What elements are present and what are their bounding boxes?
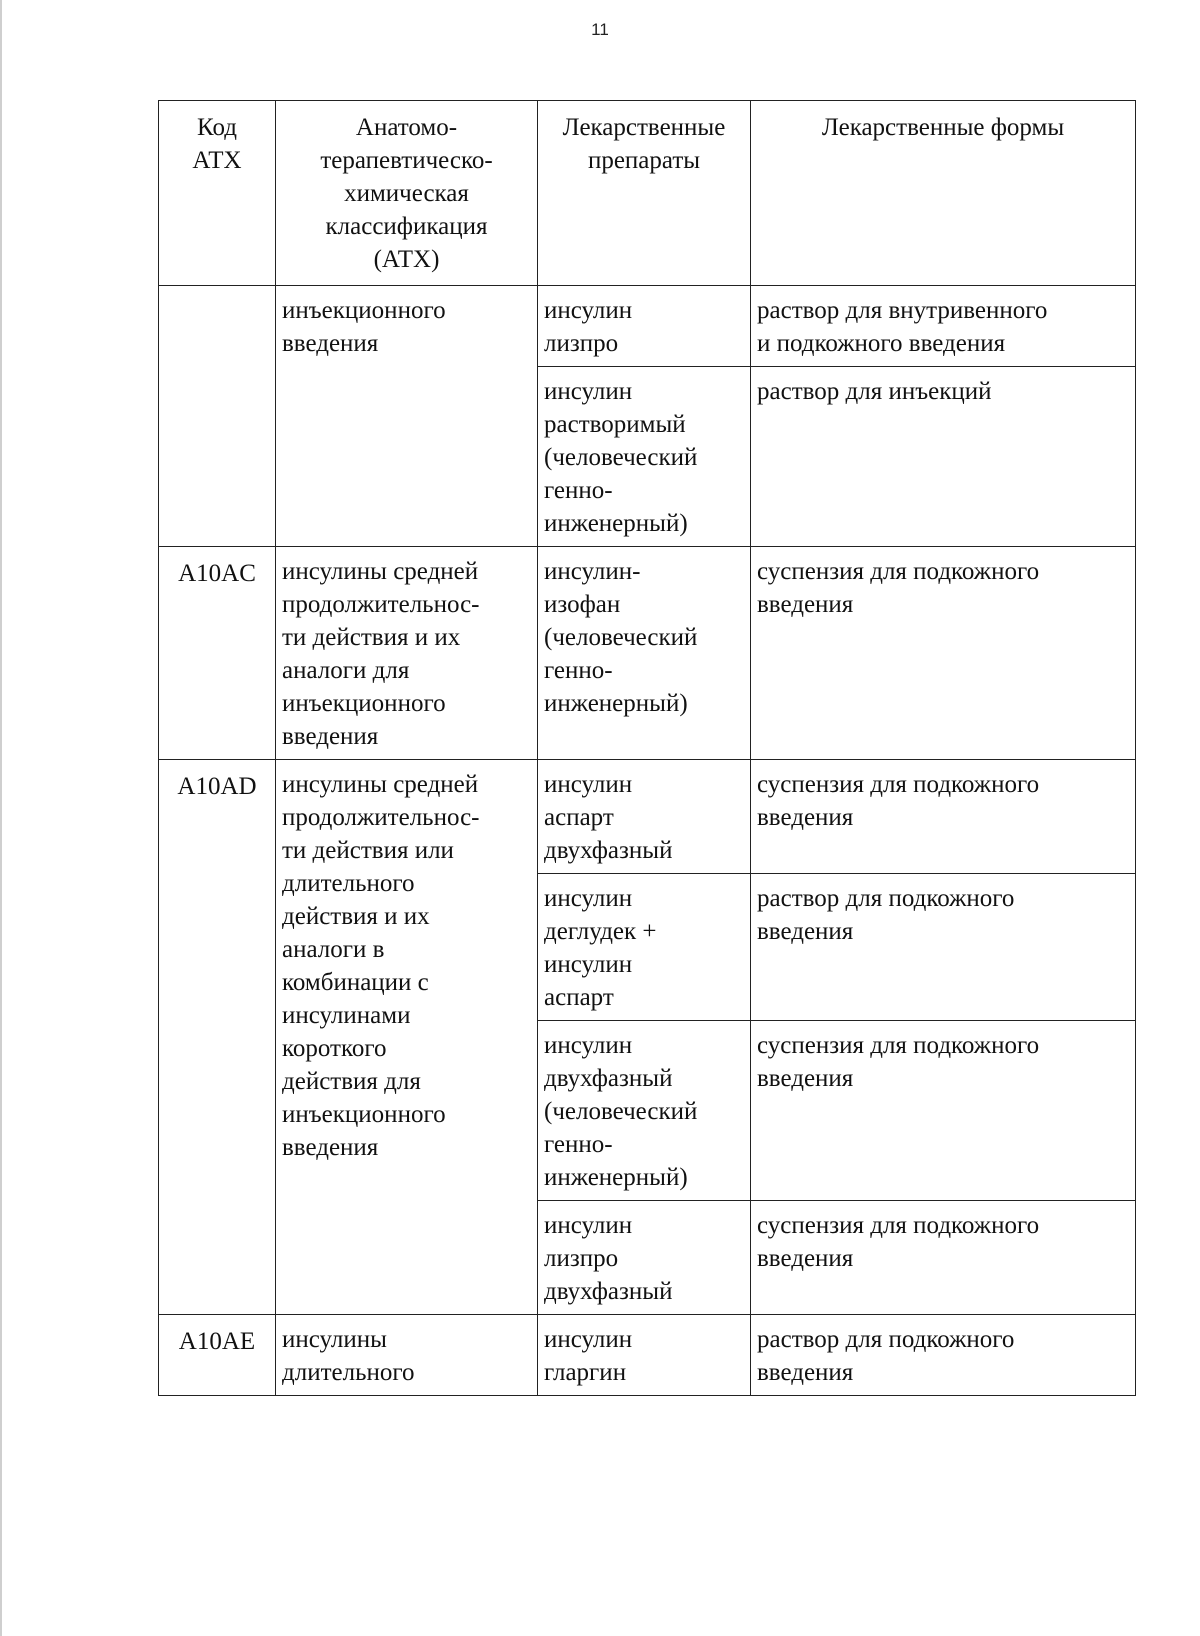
atc-code-cell xyxy=(159,286,276,547)
header-forms: Лекарственные формы xyxy=(751,101,1136,286)
table-row xyxy=(159,286,1136,367)
form-cell: суспензия для подкожного введения xyxy=(751,1021,1136,1201)
table-body xyxy=(159,286,1136,1396)
form-cell: суспензия для подкожного введения xyxy=(751,547,1136,760)
table-row xyxy=(159,1315,1136,1396)
drug-cell: инсулин растворимый (человеческий генно- инженерный) xyxy=(538,367,751,547)
table-row xyxy=(159,760,1136,874)
atc-code-cell: A10AC xyxy=(159,547,276,760)
form-cell: раствор для инъекций xyxy=(751,367,1136,547)
table-header xyxy=(159,101,1136,286)
classification-cell: инсулины длительного xyxy=(276,1315,538,1396)
header-classification: Анатомо- терапевтическо- химическая классификация (АТХ) xyxy=(276,101,538,286)
form-cell: раствор для внутривенного и подкожного введения xyxy=(751,286,1136,367)
form-cell: суспензия для подкожного введения xyxy=(751,760,1136,874)
page-number: 11 xyxy=(591,20,609,39)
classification-cell: инсулины средней продолжительнос- ти действия и их аналоги для инъекционного введения xyxy=(276,547,538,760)
header-row xyxy=(159,101,1136,286)
drug-cell: инсулин- изофан (человеческий генно- инженерный) xyxy=(538,547,751,760)
drug-cell: инсулин лизпро xyxy=(538,286,751,367)
atc-code-cell: A10AD xyxy=(159,760,276,1315)
form-cell: раствор для подкожного введения xyxy=(751,1315,1136,1396)
drug-cell: инсулин лизпро двухфазный xyxy=(538,1201,751,1315)
drug-cell: инсулин деглудек + инсулин аспарт xyxy=(538,874,751,1021)
scan-edge xyxy=(0,0,2,1636)
form-cell: раствор для подкожного введения xyxy=(751,874,1136,1021)
form-cell: суспензия для подкожного введения xyxy=(751,1201,1136,1315)
classification-cell: инъекционного введения xyxy=(276,286,538,547)
atc-table xyxy=(158,100,1136,1396)
drug-cell: инсулин аспарт двухфазный xyxy=(538,760,751,874)
classification-cell: инсулины средней продолжительнос- ти действия или длительного действия и их аналоги в комбинации с инсулинами короткого действия для инъекционного введения xyxy=(276,760,538,1315)
table-row xyxy=(159,547,1136,760)
atc-code-cell: A10AE xyxy=(159,1315,276,1396)
header-code: Код АТХ xyxy=(159,101,276,286)
drug-cell: инсулин двухфазный (человеческий генно- инженерный) xyxy=(538,1021,751,1201)
drug-cell: инсулин гларгин xyxy=(538,1315,751,1396)
header-drugs: Лекарственные препараты xyxy=(538,101,751,286)
